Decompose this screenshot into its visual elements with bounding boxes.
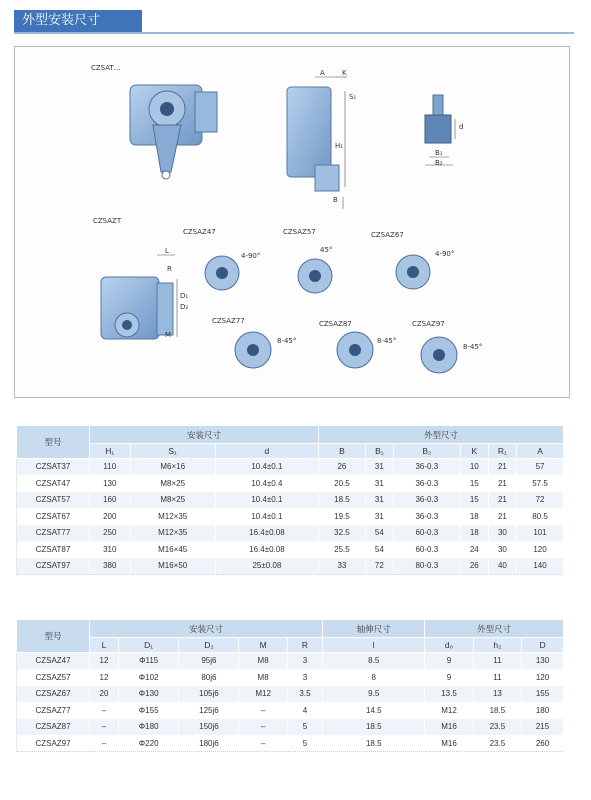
table-cell: 10 <box>460 459 488 476</box>
table-cell: 180j6 <box>179 735 239 752</box>
table-row <box>17 492 564 509</box>
col-m: M <box>239 638 287 653</box>
czsat-gearbox-drawing <box>130 85 217 179</box>
col-a: A <box>517 444 564 459</box>
dim-b: B <box>333 196 338 204</box>
col-h1: H₁ <box>90 444 131 459</box>
col-group-install: 安装尺寸 <box>90 426 319 444</box>
table-cell: 23.5 <box>473 735 521 752</box>
model-cell: CZSAT47 <box>17 475 90 492</box>
angle-z67: 4-90° <box>435 250 455 258</box>
flange-z77 <box>235 332 271 368</box>
table-cell: 125j6 <box>179 702 239 719</box>
table-cell: 57 <box>517 459 564 476</box>
table-cell: 60-0.3 <box>393 525 460 542</box>
table-cell: – <box>90 719 119 736</box>
table-cell: 21 <box>488 508 516 525</box>
table-cell: 26 <box>319 459 366 476</box>
table-cell: 16.4±0.08 <box>215 541 318 558</box>
table-cell: 18 <box>460 508 488 525</box>
table-cell: 72 <box>517 492 564 509</box>
table-cell: 180 <box>522 702 564 719</box>
col-b1: B₁ <box>365 444 393 459</box>
table-row <box>17 508 564 525</box>
model-cell: CZSAT67 <box>17 508 90 525</box>
czsaz-dimension-table <box>16 619 564 752</box>
label-z97: CZSAZ97 <box>412 320 445 328</box>
col-r1: R₁ <box>488 444 516 459</box>
table-cell: 60-0.3 <box>393 541 460 558</box>
table-row <box>17 558 564 575</box>
table-cell: 12 <box>90 653 119 670</box>
table-cell: 31 <box>365 459 393 476</box>
dim-r: R <box>167 265 172 273</box>
col-d: d <box>215 444 318 459</box>
col-b: B <box>319 444 366 459</box>
dim-s1: S₁ <box>349 93 357 101</box>
table-cell: M12 <box>425 702 473 719</box>
table-cell: 21 <box>488 475 516 492</box>
title-underline <box>14 32 574 34</box>
label-czsat: CZSAT… <box>91 64 121 72</box>
model-cell: CZSAZ67 <box>17 686 90 703</box>
col-d-outer: D <box>522 638 564 653</box>
table-cell: 120 <box>517 541 564 558</box>
table-row <box>17 653 564 670</box>
label-czsazt: CZSAZT <box>93 217 122 225</box>
table-cell: 54 <box>365 525 393 542</box>
table-cell: 10.4±0.1 <box>215 492 318 509</box>
label-z47: CZSAZ47 <box>183 228 216 236</box>
table-cell: 18 <box>460 525 488 542</box>
flange-z97 <box>421 337 457 373</box>
flange-z47 <box>205 256 239 290</box>
table-cell: 15 <box>460 492 488 509</box>
table-cell: Φ130 <box>118 686 179 703</box>
dim-d2: D₂ <box>180 303 189 311</box>
table-cell: 10.4±0.1 <box>215 508 318 525</box>
table-cell: 36-0.3 <box>393 459 460 476</box>
dim-d1: D₁ <box>180 292 189 300</box>
dim-m: M <box>165 331 172 339</box>
label-z67: CZSAZ67 <box>371 231 404 239</box>
model-cell: CZSAZ47 <box>17 653 90 670</box>
table-cell: 3 <box>287 669 322 686</box>
table-cell: 30 <box>488 541 516 558</box>
table-cell: 200 <box>90 508 131 525</box>
table-cell: 8 <box>323 669 425 686</box>
drawing-panel <box>14 46 570 398</box>
table-row <box>17 459 564 476</box>
table-cell: 105j6 <box>179 686 239 703</box>
col-d0: d₀ <box>425 638 473 653</box>
table-cell: 10.4±0.4 <box>215 475 318 492</box>
table-cell: 9 <box>425 653 473 670</box>
flange-z87 <box>337 332 373 368</box>
table-cell: 130 <box>90 475 131 492</box>
dim-h1: H₁ <box>335 142 344 150</box>
table-cell: Φ102 <box>118 669 179 686</box>
table-cell: M8 <box>239 653 287 670</box>
table-cell: – <box>90 735 119 752</box>
table-cell: 3.5 <box>287 686 322 703</box>
table-cell: 250 <box>90 525 131 542</box>
label-z87: CZSAZ87 <box>319 320 352 328</box>
table-cell: 12 <box>90 669 119 686</box>
model-cell: CZSAT97 <box>17 558 90 575</box>
table-cell: 120 <box>522 669 564 686</box>
table-row <box>17 719 564 736</box>
dim-b2: B₂ <box>435 159 443 167</box>
czsazt-gearbox-drawing <box>101 255 177 339</box>
col-group-shaft: 轴伸尺寸 <box>323 620 425 638</box>
table-cell: 18.5 <box>323 735 425 752</box>
table-row <box>17 475 564 492</box>
angle-z57: 45° <box>320 246 333 254</box>
flange-z57 <box>298 259 332 293</box>
col-group-outline: 外型尺寸 <box>425 620 564 638</box>
table-cell: Φ220 <box>118 735 179 752</box>
table-cell: M12 <box>239 686 287 703</box>
table-row <box>17 735 564 752</box>
table-cell: 32.5 <box>319 525 366 542</box>
table-cell: 9 <box>425 669 473 686</box>
angle-z87: 8-45° <box>377 337 397 345</box>
table-cell: 13 <box>473 686 521 703</box>
table-cell: 36-0.3 <box>393 492 460 509</box>
table-cell: 80j6 <box>179 669 239 686</box>
table-cell: 8.5 <box>323 653 425 670</box>
label-z77: CZSAZ77 <box>212 317 245 325</box>
col-l-shaft: l <box>323 638 425 653</box>
dim-d: d <box>459 123 464 131</box>
table-cell: 54 <box>365 541 393 558</box>
dim-a: A <box>320 69 325 77</box>
col-k: K <box>460 444 488 459</box>
label-z57: CZSAZ57 <box>283 228 316 236</box>
col-group-install: 安装尺寸 <box>90 620 323 638</box>
table-cell: 130 <box>522 653 564 670</box>
col-d1: D₁ <box>118 638 179 653</box>
table-cell: M8×25 <box>130 492 215 509</box>
table-cell: 31 <box>365 475 393 492</box>
table-cell: 72 <box>365 558 393 575</box>
table-cell: 215 <box>522 719 564 736</box>
table-cell: 16.4±0.08 <box>215 525 318 542</box>
col-b2: B₂ <box>393 444 460 459</box>
model-cell: CZSAZ97 <box>17 735 90 752</box>
table-cell: M12×35 <box>130 508 215 525</box>
angle-z97: 8-45° <box>463 343 483 351</box>
table-cell: 11 <box>473 669 521 686</box>
table-cell: 57.5 <box>517 475 564 492</box>
model-cell: CZSAT87 <box>17 541 90 558</box>
table-cell: 20 <box>90 686 119 703</box>
table-cell: 18.5 <box>323 719 425 736</box>
table-cell: Φ115 <box>118 653 179 670</box>
table-cell: M16 <box>425 735 473 752</box>
table-cell: 160 <box>90 492 131 509</box>
table-row <box>17 525 564 542</box>
col-r: R <box>287 638 322 653</box>
table-cell: 110 <box>90 459 131 476</box>
model-cell: CZSAT57 <box>17 492 90 509</box>
table-cell: M6×16 <box>130 459 215 476</box>
table-cell: – <box>239 719 287 736</box>
col-s1: S₁ <box>130 444 215 459</box>
table-cell: 80-0.3 <box>393 558 460 575</box>
table-cell: 19.5 <box>319 508 366 525</box>
table-cell: 21 <box>488 492 516 509</box>
col-group-outline: 外型尺寸 <box>319 426 564 444</box>
table-cell: M16 <box>425 719 473 736</box>
table-cell: M8×25 <box>130 475 215 492</box>
col-d2: D₂ <box>179 638 239 653</box>
table-cell: 155 <box>522 686 564 703</box>
dim-k: K <box>342 69 347 77</box>
table-cell: 25±0.08 <box>215 558 318 575</box>
table-cell: 40 <box>488 558 516 575</box>
model-cell: CZSAT37 <box>17 459 90 476</box>
table-cell: 101 <box>517 525 564 542</box>
table-cell: 140 <box>517 558 564 575</box>
czsat-dimension-table <box>16 425 564 575</box>
angle-z47: 4-90° <box>241 252 261 260</box>
table-cell: – <box>239 702 287 719</box>
table-cell: 9.5 <box>323 686 425 703</box>
table-cell: 30 <box>488 525 516 542</box>
table-cell: Φ155 <box>118 702 179 719</box>
table-cell: 15 <box>460 475 488 492</box>
flange-z67 <box>396 255 430 289</box>
model-cell: CZSAZ87 <box>17 719 90 736</box>
col-model-header: 型号 <box>17 426 90 459</box>
table-row <box>17 669 564 686</box>
table-cell: M16×45 <box>130 541 215 558</box>
table-cell: 18.5 <box>319 492 366 509</box>
table-cell: 31 <box>365 492 393 509</box>
table-cell: 4 <box>287 702 322 719</box>
table-cell: 14.5 <box>323 702 425 719</box>
table-cell: 80.5 <box>517 508 564 525</box>
table-cell: – <box>90 702 119 719</box>
table-cell: 18.5 <box>473 702 521 719</box>
table-cell: – <box>239 735 287 752</box>
table-cell: Φ180 <box>118 719 179 736</box>
table-cell: 380 <box>90 558 131 575</box>
table-cell: 11 <box>473 653 521 670</box>
dim-l: L <box>165 247 169 255</box>
table-cell: M16×50 <box>130 558 215 575</box>
table-cell: 23.5 <box>473 719 521 736</box>
table-cell: 310 <box>90 541 131 558</box>
table-cell: M8 <box>239 669 287 686</box>
table-cell: 95j6 <box>179 653 239 670</box>
table-cell: M12×35 <box>130 525 215 542</box>
table-cell: 13.5 <box>425 686 473 703</box>
table-cell: 5 <box>287 735 322 752</box>
table-cell: 20.5 <box>319 475 366 492</box>
table-row <box>17 686 564 703</box>
model-cell: CZSAT77 <box>17 525 90 542</box>
model-cell: CZSAZ57 <box>17 669 90 686</box>
table-row <box>17 541 564 558</box>
table-cell: 25.5 <box>319 541 366 558</box>
table-cell: 5 <box>287 719 322 736</box>
table-cell: 150j6 <box>179 719 239 736</box>
col-model-header: 型号 <box>17 620 90 653</box>
section-title: 外型安装尺寸 <box>14 10 142 32</box>
angle-z77: 8-45° <box>277 337 297 345</box>
table-cell: 21 <box>488 459 516 476</box>
table-cell: 33 <box>319 558 366 575</box>
col-h2: h₂ <box>473 638 521 653</box>
table-cell: 260 <box>522 735 564 752</box>
table-cell: 10.4±0.1 <box>215 459 318 476</box>
table-cell: 36-0.3 <box>393 508 460 525</box>
table-cell: 36-0.3 <box>393 475 460 492</box>
table-cell: 24 <box>460 541 488 558</box>
dim-b1: B₁ <box>435 149 443 157</box>
table-cell: 3 <box>287 653 322 670</box>
model-cell: CZSAZ77 <box>17 702 90 719</box>
table-cell: 31 <box>365 508 393 525</box>
col-l: L <box>90 638 119 653</box>
table-cell: 26 <box>460 558 488 575</box>
table-row <box>17 702 564 719</box>
